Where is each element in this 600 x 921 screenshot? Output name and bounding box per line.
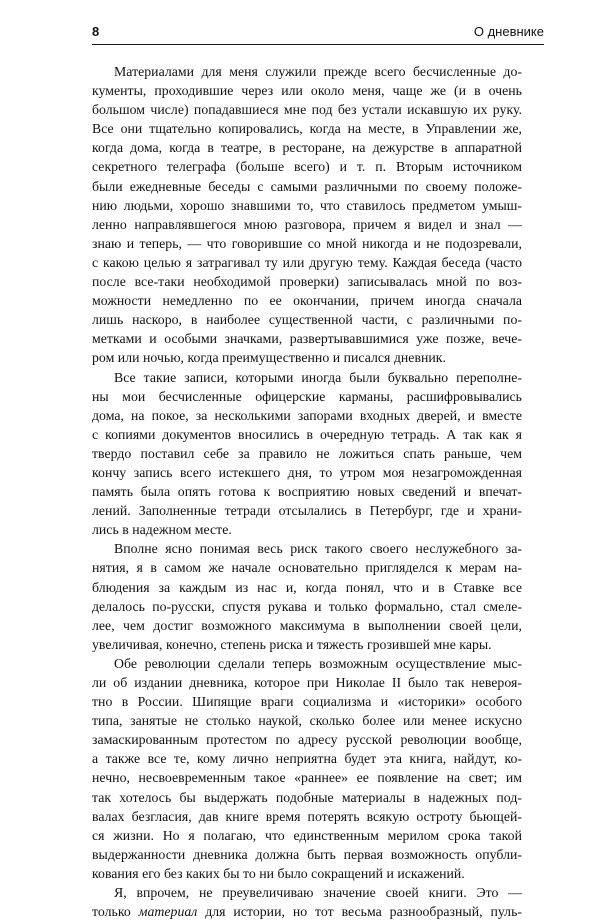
text-line: нию людьми, хорошо знавшими то, что ставилось предметом умыш- (92, 197, 522, 213)
text-line: когда дома, когда в театре, в ресторане, на дежурстве в аппаратной (92, 140, 522, 156)
text-line: дома, на покое, за несколькими запорами входных дверей, и вместе (92, 407, 522, 423)
paragraph (92, 654, 522, 883)
text-line: типа, занятые не столько наукой, сколько более или менее искусно (92, 713, 522, 729)
text-line: делалось по-русски, спустя рукава и только формально, стал смеле- (92, 598, 522, 614)
text-line: Все такие записи, которыми иногда были буквально переполне- (114, 369, 522, 385)
text-line: Я, впрочем, не преувеличиваю значение своей книги. Это — (114, 885, 522, 901)
text-line: тно в России. Шипящие враги социализма и «историки» особого (92, 694, 522, 710)
text-line: знаю и теперь, — что говорившие со мной никогда и не подозревали, (92, 235, 522, 251)
text-line: с какою целью я затрагивал ту или другую тему. Каждая беседа (часто (92, 254, 522, 270)
text-line: валах безгласия, дав книге время потерять всякую остроту бьющей- (92, 808, 522, 824)
text-line: были ежедневные беседы с самыми различными по своему положе- (92, 178, 522, 194)
text-line: нечно, несвоевременным такое «раннее» ее появление на свет; им (92, 770, 522, 786)
text-line: замаскированным протестом по адресу русской революции вообще, (92, 732, 522, 748)
text-line: Материалами для меня служили прежде всего бесчисленные до- (114, 64, 522, 79)
body-text (92, 62, 522, 921)
text-line: лее, чем достиг возможного максимума в выполнении своей цели, (92, 617, 522, 633)
text-line: кументы, проходившие через или около меня, чаще же (и в очень (92, 83, 522, 99)
paragraph (92, 368, 522, 540)
text-line: после все-таки необходимой проверки) записывалась мной по воз- (92, 274, 522, 290)
text-line: ли об издании дневника, которое при Николае II было так невероя- (92, 675, 522, 690)
text-line: только материал для истории, но тот весьма разнообразный, пуль- (92, 904, 522, 920)
text-line: Вполне ясно понимая весь риск такого своего неслужебного за- (114, 541, 522, 557)
text-line: нятия, я в самом же начале основательно пригляделся к мерам на- (92, 560, 522, 576)
text-line: увеличивая, конечно, степень риска и тяжесть грозившей мне кары. (92, 636, 492, 652)
text-line: так хотелось бы выдержать подобные материалы в надежных под- (92, 789, 522, 805)
text-line: можности немедленно по ее окончании, причем иногда сначала (92, 293, 522, 309)
text-line: ром или ночью, когда преимущественно и писался дневник. (92, 350, 446, 366)
paragraph (92, 539, 522, 654)
text-line: метками и особыми значками, развертывавшимися уже позже, вече- (92, 331, 522, 347)
paragraph (92, 62, 522, 368)
text-line: кования его без каких бы то ни было сокращений и искажений. (92, 865, 465, 881)
text-line: лись в надежном месте. (92, 522, 232, 538)
text-line: ленно направлявшегося мною разговора, причем я видел и знал — (92, 216, 522, 232)
text-line: выдержанности дневника должна быть первая возможность опубли- (92, 846, 522, 862)
text-line: Все они тщательно копировались, когда на месте, в Управлении же, (92, 121, 522, 137)
text-line: ся жизни. Но я полагаю, что единственным мерилом срока такой (92, 827, 522, 843)
text-line: лишь наскоро, в наиболее существенной части, с различными по- (92, 312, 522, 328)
running-title: О дневнике (473, 24, 544, 39)
text-line: ны мои бесчисленные офицерские карманы, расшифровывались (92, 388, 522, 404)
page-header (92, 22, 544, 45)
text-line: кончу запись всего истекшего дня, то утром моя незагроможденная (92, 464, 522, 480)
page-number: 8 (92, 24, 100, 39)
text-line: блюдения за каждым из нас и, когда понял, что и в Ставке все (92, 579, 522, 595)
text-line: секретного телеграфа (больше всего) и т. п. Вторым источником (92, 159, 522, 175)
text-line: память была опять готова к восприятию новых сведений и впечат- (92, 484, 522, 500)
text-line: а также все те, кому лично неприятна будет эта книга, найдут, ко- (92, 751, 522, 767)
paragraph (92, 883, 522, 921)
text-line: Обе революции сделали теперь возможным осуществление мыс- (114, 655, 522, 671)
text-line: большом числе) попадавшиеся мне под без устали искавшую их руку. (92, 102, 522, 118)
text-line: лений. Заполненные тетради отсылались в Петербург, где и храни- (92, 503, 522, 519)
text-line: с копиями документов вносились в очередную тетрадь. А так как я (92, 426, 522, 442)
text-line: твердо поставил себе за правило не ложиться спать раньше, чем (92, 445, 522, 461)
